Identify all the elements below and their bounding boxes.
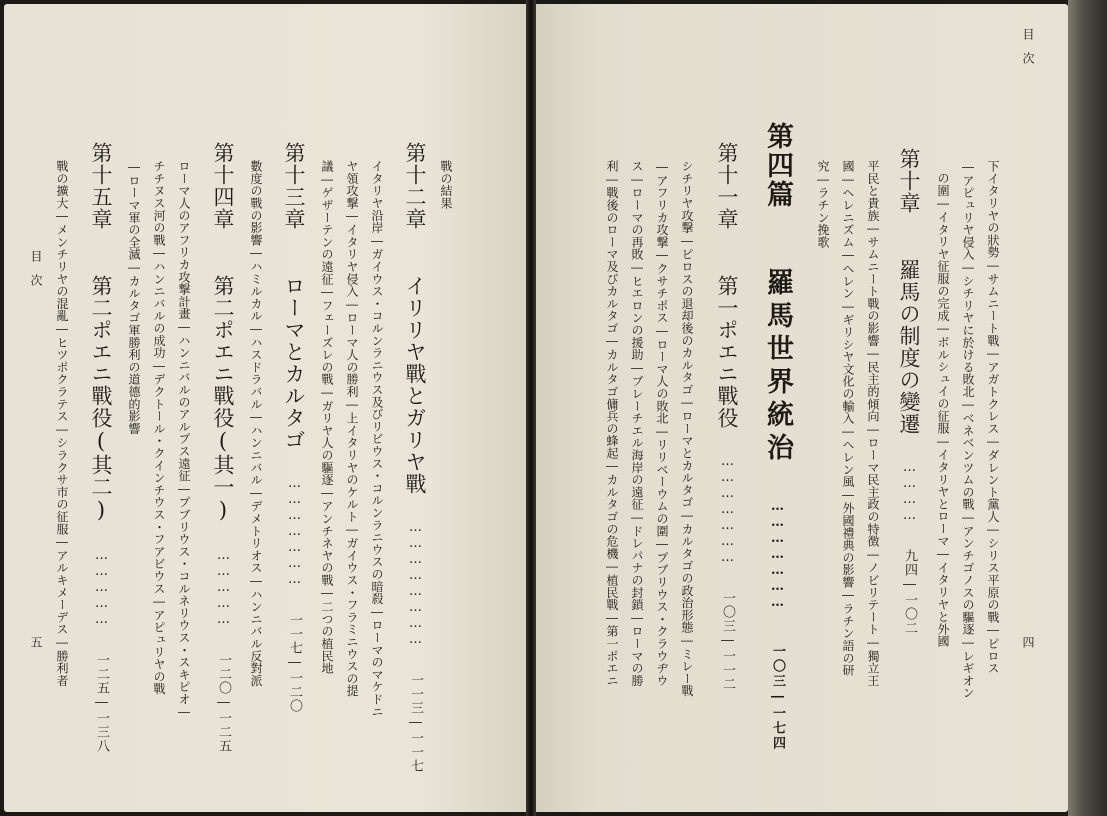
toc-sub-line: の圍―イタリヤ征服の完成―ボルシュイの征服―イタリヤとローマ―イタリヤと外國 xyxy=(936,172,950,648)
toc-sub-line: ―アピュリヤ侵入―シチリヤに於ける敗北―ベネベンツムの戰―アンチゴノスの驅逐―レギオン xyxy=(961,160,975,699)
toc-sub-line: 數度の戰の影響―ハミルカル―ハスドラバル―ハンニバル―デメトリオス―ハンニバル反對派 xyxy=(249,160,263,687)
toc-chapter-entry[interactable] xyxy=(898,148,919,635)
right-page-number: 四 xyxy=(1021,636,1035,648)
chapter-number: 第十一章 xyxy=(715,142,739,230)
toc-part-entry[interactable] xyxy=(764,122,791,751)
book-edge xyxy=(1068,0,1107,816)
toc-sub-line: 戰の擴大―メンチリヤの混亂―ヒツポクラテス―シラクサ市の征服―アルキメーデス―勝利者 xyxy=(55,160,69,687)
toc-sub-line: シチリヤ攻撃―ピロスの退却後のカルタゴ―ローマとカルタゴ―カルタゴの政治形態―ミレー戰 xyxy=(680,160,694,697)
leader-dots: ………………… xyxy=(770,499,785,611)
chapter-number: 第十五章 xyxy=(89,142,113,230)
toc-sub-line: ヤ領攻撃―イタリヤ侵入―ローマ人の勝利―上イタリヤのケルト―ガイウス・フラミニウスの提 xyxy=(345,160,359,697)
page-range: 一〇三―一七四 xyxy=(770,644,785,751)
toc-chapter-entry[interactable] xyxy=(90,142,111,753)
toc-sub-line: 國―ヘレニズム―ヘレン―ギリシヤ文化の輸入―ヘレン風―外國禮典の影響―ラチン語の研 xyxy=(841,160,855,677)
page-range: 九四―一〇二 xyxy=(902,549,917,635)
leader-dots: …………… xyxy=(216,548,231,628)
chapter-number: 第十三章 xyxy=(282,142,306,230)
toc-sub-line: 戰の結果 xyxy=(439,160,453,210)
part-title: 羅馬世界統治 xyxy=(762,268,793,466)
page-range: 一一三―一一七 xyxy=(408,673,423,773)
toc-sub-line: ローマ人のアフリカ攻撃計畫―ハンニバルのアルプス遠征―プブリウス・コルネリウス・スキピオ― xyxy=(177,160,191,720)
toc-chapter-entry[interactable] xyxy=(404,142,425,773)
page-range: 一二五―一三八 xyxy=(94,653,109,753)
toc-chapter-entry[interactable] xyxy=(283,142,304,713)
page-range: 一〇三―一一二 xyxy=(720,591,735,691)
toc-sub-line: 究―ラチン挽歌 xyxy=(816,160,830,249)
page-range: 一一七―一二〇 xyxy=(287,613,302,713)
leader-dots: …………… xyxy=(94,548,109,628)
toc-sub-line: ―アフリカ攻撃―クサチポス―ローマ人の敗北―リリベーウムの圍―プブリウス・クラウヂウ xyxy=(655,160,669,687)
leader-dots: ………… xyxy=(902,460,917,524)
left-page-number: 五 xyxy=(29,636,43,648)
toc-sub-line: 下イタリヤの狀勢―サムニート戰―アガトクレス―ダレント黨人―シリス平原の戰―ピロス xyxy=(986,160,1000,675)
chapter-number: 第十章 xyxy=(897,148,921,214)
toc-sub-line: 議―ゲザーテンの遠征―フェーズレの戰―ガリヤ人の驅逐―アンチネヤの戰―二つの植民地 xyxy=(320,160,334,675)
leader-dots: ………………… xyxy=(287,476,302,588)
chapter-number: 第十二章 xyxy=(403,142,427,230)
toc-chapter-entry[interactable] xyxy=(212,142,233,753)
toc-sub-line: ―ローマ軍の全滅―カルタゴ軍勝利の道德的影響 xyxy=(127,160,141,435)
leader-dots: …………………… xyxy=(408,520,423,648)
toc-sub-line: チチヌス河の戰―ハンニバルの成功―デクトール・クインチウス・フアビウス―アピュリヤの戰 xyxy=(152,160,166,695)
book-spine xyxy=(526,0,536,816)
chapter-title: 第二ポエニ戰役(其二) xyxy=(89,275,113,523)
right-running-title: 目 次 xyxy=(1021,28,1035,64)
chapter-number: 第十四章 xyxy=(211,142,235,230)
left-page xyxy=(4,4,530,812)
toc-sub-line: ス―ローマの再敗―ヒエロンの援助―ブレーチエル海岸の遠征―ドレパナの封鎖―ローマの勝 xyxy=(630,160,644,687)
toc-sub-line: イタリヤ沿岸―ガイウス・コルンラニウス及びリビウス・コルンラニウスの暗殺―ローマのマケドニ xyxy=(370,160,384,718)
chapter-title: イリリヤ戰とガリヤ戰 xyxy=(403,275,427,495)
chapter-title: ローマとカルタゴ xyxy=(282,275,306,451)
toc-chapter-entry[interactable] xyxy=(716,142,737,691)
chapter-title: 第一ポエニ戰役 xyxy=(715,275,739,429)
leader-dots: ………………… xyxy=(720,454,735,566)
toc-sub-line: 平民と貴族―サムニート戰の影響―民主的傾向―ローマ民主政の特徴―ノビリテート―獨立王 xyxy=(866,160,880,687)
page-range: 一二〇―一二五 xyxy=(216,653,231,753)
left-running-title: 目 次 xyxy=(29,250,43,286)
chapter-title: 第二ポエニ戰役(其一) xyxy=(211,275,235,523)
chapter-title: 羅馬の制度の變遷 xyxy=(897,259,921,435)
toc-sub-line: 利―戰後のローマ及びカルタゴ―カルタゴ傭兵の蜂起―カルタゴの危機―植民戰―第一ポエニ xyxy=(605,160,619,687)
part-number: 第四篇 xyxy=(762,122,793,209)
